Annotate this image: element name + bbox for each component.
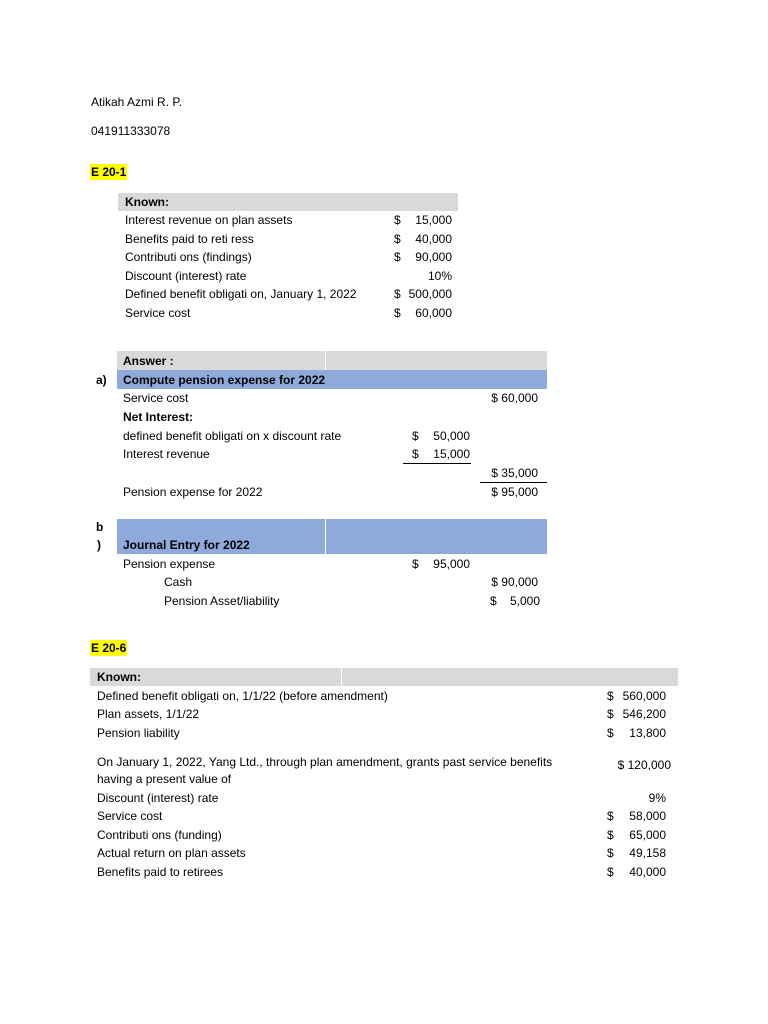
e206-known-band (90, 668, 678, 686)
section-label-e20-6: E 20-6 (91, 641, 127, 655)
e206-row-label: Discount (interest) rate (97, 791, 219, 805)
service-cost-value: $ 60,000 (491, 391, 538, 405)
e206-row-label: Contributi ons (funding) (97, 827, 222, 842)
je-pension-asset-value: 5,000 (509, 594, 540, 608)
amendment-text-line-2: having a present value of (97, 772, 232, 786)
known-row-currency: $ (394, 250, 401, 265)
part-a-marker: a) (96, 373, 107, 387)
known-row-label: Benefits paid to reti ress (125, 231, 254, 246)
part-b-marker-1: b (96, 520, 104, 534)
dbo-times-rate-value: 50,000 (433, 429, 470, 443)
pension-expense-value: $ 95,000 (491, 485, 538, 499)
je-pension-expense-currency: $ (412, 557, 419, 571)
known-row-label: Discount (interest) rate (125, 268, 247, 283)
e206-row-value: 546,200 (622, 707, 666, 722)
known-row-label: Interest revenue on plan assets (125, 213, 293, 227)
known-row-value: 15,000 (415, 213, 452, 227)
known-row-value: 60,000 (415, 306, 452, 320)
answer-title: Answer : (123, 354, 174, 368)
e206-row-currency: $ (607, 846, 614, 861)
je-pension-expense-value: 95,000 (433, 557, 470, 571)
e206-row-label: Defined benefit obligati on, 1/1/22 (before amendment) (97, 689, 388, 703)
je-cash-label: Cash (164, 575, 193, 589)
e206-known-divider (341, 668, 342, 686)
e206-row-currency: $ (607, 827, 614, 842)
part-b-marker-2: ) (97, 538, 101, 552)
e206-row-value: 40,000 (629, 864, 666, 879)
net-interest-label: Net Interest: (123, 410, 194, 424)
e206-row-value: 13,800 (629, 725, 666, 740)
e206-row-currency: $ (607, 725, 614, 740)
part-a-title: Compute pension expense for 2022 (123, 373, 326, 387)
known-title: Known: (125, 195, 169, 209)
e206-row-value: 49,158 (629, 846, 666, 861)
e206-row-value: 65,000 (629, 827, 666, 842)
e206-known-title: Known: (97, 670, 141, 684)
e206-row-currency: $ (607, 809, 614, 824)
known-row-value: 10% (427, 268, 452, 283)
dbo-times-rate-label: defined benefit obligati on x discount rate (123, 429, 342, 443)
je-pension-asset-label: Pension Asset/liability (164, 594, 280, 608)
interest-revenue-value: 15,000 (433, 447, 470, 461)
e206-row-currency: $ (607, 864, 614, 879)
e206-row-label: Pension liability (97, 725, 180, 740)
interest-revenue-currency: $ (412, 447, 419, 461)
known-row-currency: $ (394, 287, 401, 302)
e206-row-value: 58,000 (629, 809, 666, 824)
known-row-label: Contributi ons (findings) (125, 250, 252, 265)
interest-revenue-underline (403, 463, 471, 464)
e206-row-label: Benefits paid to retirees (97, 864, 224, 879)
known-row-label: Service cost (125, 306, 191, 320)
e206-row-currency: $ (607, 689, 614, 703)
known-header-band (118, 193, 458, 211)
e206-row-label: Plan assets, 1/1/22 (97, 707, 200, 722)
author-name: Atikah Azmi R. P. (91, 95, 183, 109)
e206-row-currency: $ (607, 707, 614, 722)
known-row-value: 40,000 (415, 231, 452, 246)
net-interest-underline (480, 482, 547, 483)
answer-header-divider (325, 351, 326, 370)
section-label-e20-1: E 20-1 (91, 165, 127, 179)
interest-revenue-label: Interest revenue (123, 447, 210, 461)
known-row-currency: $ (394, 306, 401, 320)
e206-row-value: 9% (648, 791, 666, 805)
dbo-times-rate-currency: $ (412, 429, 419, 443)
amendment-value: $ 120,000 (617, 758, 671, 772)
author-id: 041911333078 (91, 124, 171, 138)
je-pension-asset-currency: $ (490, 594, 497, 608)
net-interest-value: $ 35,000 (491, 466, 538, 480)
service-cost-label: Service cost (123, 391, 189, 405)
answer-header-band (117, 351, 547, 370)
known-row-currency: $ (394, 231, 401, 246)
e206-row-label: Actual return on plan assets (97, 846, 246, 861)
pension-expense-label: Pension expense for 2022 (123, 485, 263, 499)
known-row-value: 500,000 (408, 287, 452, 302)
je-pension-expense-label: Pension expense (123, 557, 216, 571)
e206-row-label: Service cost (97, 809, 163, 824)
known-row-label: Defined benefit obligati on, January 1, 2022 (125, 287, 357, 302)
part-b-divider (325, 519, 326, 554)
part-b-title: Journal Entry for 2022 (123, 538, 250, 552)
amendment-text-line-1: On January 1, 2022, Yang Ltd., through plan amendment, grants past service benefits (97, 755, 553, 769)
e206-row-value: 560,000 (622, 689, 666, 703)
je-cash-value: $ 90,000 (491, 575, 538, 589)
known-row-currency: $ (394, 213, 401, 227)
known-row-value: 90,000 (415, 250, 452, 265)
